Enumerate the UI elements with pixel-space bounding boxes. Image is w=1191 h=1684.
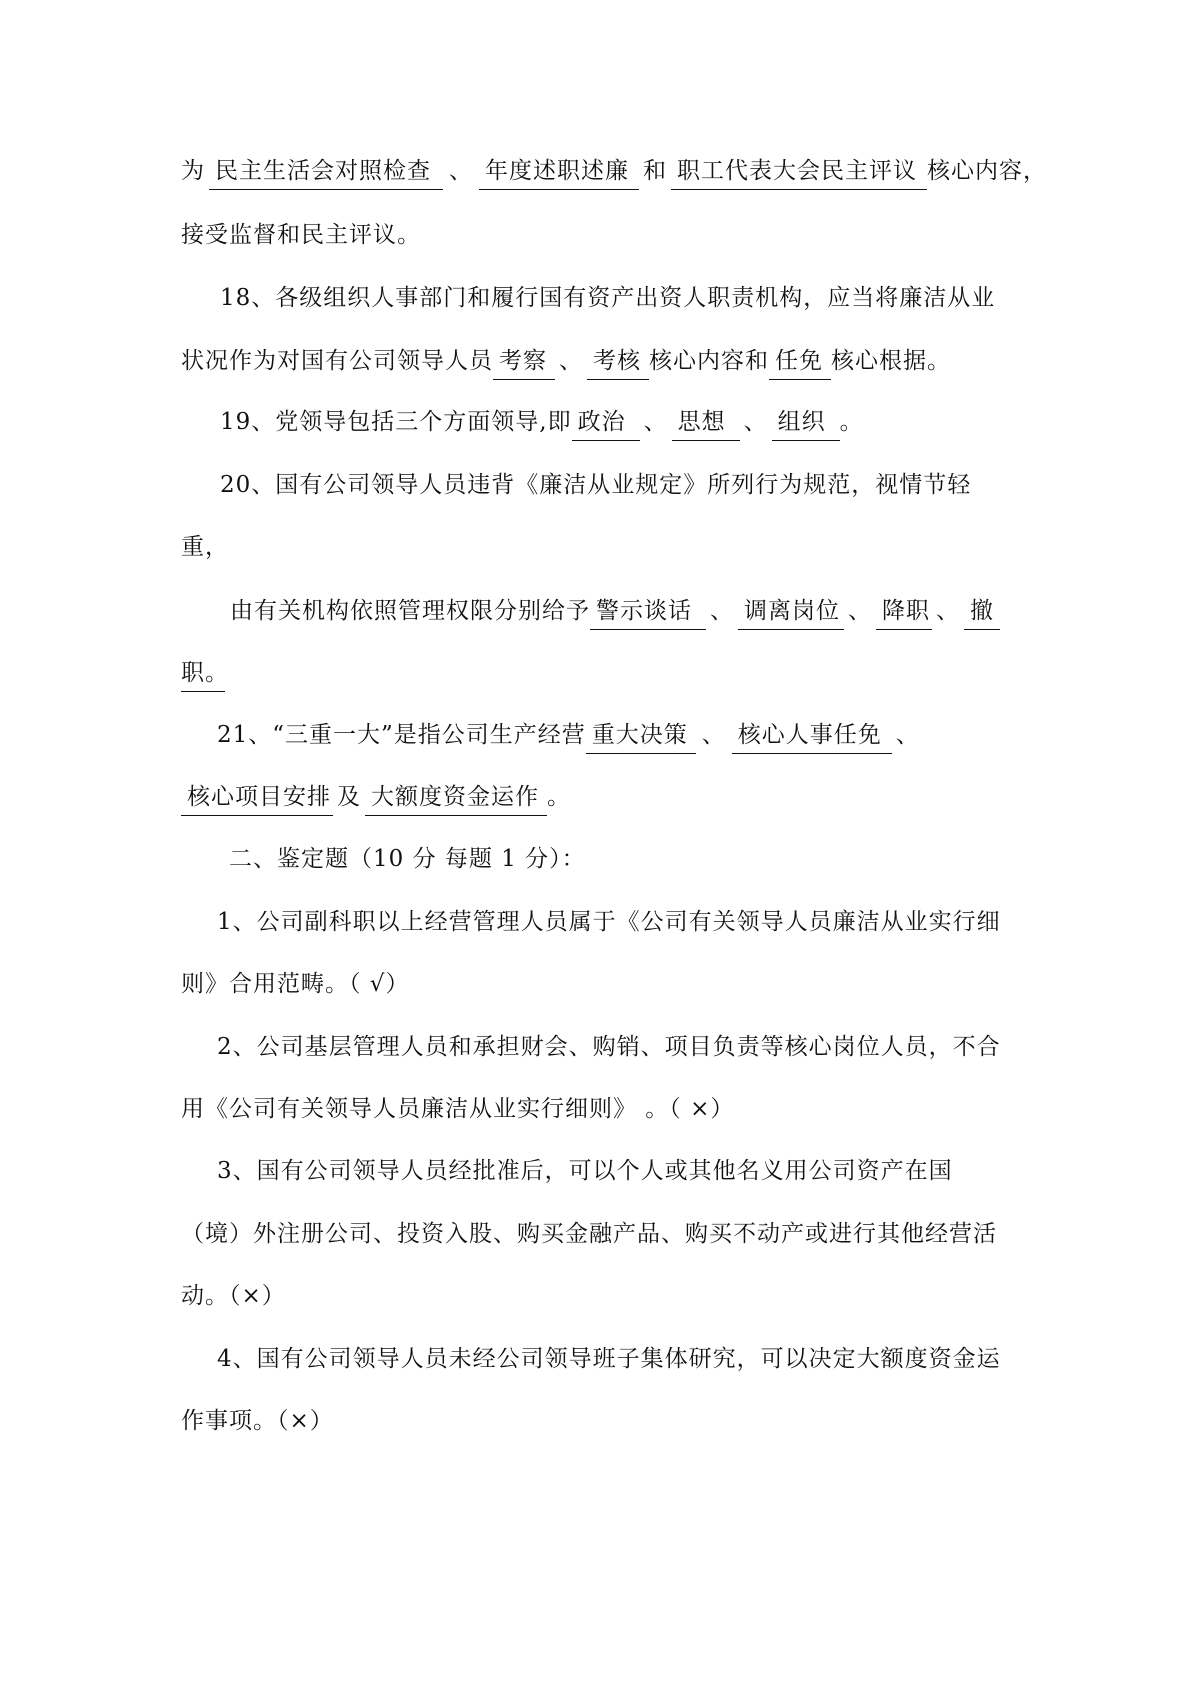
text: 19、党领导包括三个方面领导,即 <box>220 409 572 435</box>
q17-line-2: 接受监督和民主评议。 <box>181 222 421 248</box>
answer-blank: 民主生活会对照检查 <box>209 156 443 190</box>
answer-blank: 撤 <box>964 596 1000 630</box>
q20-line-4 <box>181 656 229 692</box>
tf2-line-1: 2、公司基层管理人员和承担财会、购销、项目负责等核心岗位人员，不合 <box>217 1034 1001 1060</box>
text: 状况作为对国有公司领导人员 <box>181 348 493 374</box>
answer-blank: 重大决策 <box>586 720 696 754</box>
tf3-line-2: （境）外注册公司、投资入股、购买金融产品、购买不动产或进行其他经营活 <box>181 1221 997 1247</box>
q17-line-1 <box>181 154 1047 190</box>
text: 、 <box>643 409 668 435</box>
text: 、 <box>449 158 473 184</box>
tf1-line-2: 则》合用范畴。（ √） <box>181 971 410 997</box>
text: 核心内容和 <box>649 348 769 374</box>
text: 为 <box>181 158 205 184</box>
answer-blank: 考察 <box>493 346 555 380</box>
answer-blank: 调离岗位 <box>738 596 844 630</box>
text: 、 <box>710 598 734 624</box>
q18-line-1: 18、各级组织人事部门和履行国有资产出资人职责机构，应当将廉洁从业 <box>220 285 996 311</box>
text: 、 <box>895 722 920 748</box>
q21-line-2 <box>181 780 571 816</box>
text: 、 <box>701 722 726 748</box>
tf3-line-1: 3、国有公司领导人员经批准后，可以个人或其他名义用公司资产在国 <box>217 1158 953 1184</box>
text: 21、“三重一大”是指公司生产经营 <box>217 722 586 748</box>
answer-blank: 考核 <box>587 346 649 380</box>
tf3-line-3: 动。（×） <box>181 1283 286 1309</box>
tf4-line-1: 4、国有公司领导人员未经公司领导班子集体研究，可以决定大额度资金运 <box>217 1346 1001 1372</box>
answer-blank: 核心人事任免 <box>732 720 892 754</box>
text: 和 <box>643 158 667 184</box>
answer-blank: 年度述职述廉 <box>479 156 639 190</box>
q20-line-3 <box>230 594 1000 630</box>
answer-blank: 思想 <box>672 407 740 441</box>
text: 核心根据。 <box>831 348 951 374</box>
text: 、 <box>743 409 768 435</box>
tf1-line-1: 1、公司副科职以上经营管理人员属于《公司有关领导人员廉洁从业实行细 <box>217 909 1001 935</box>
q19-line <box>220 405 864 441</box>
tf2-line-2: 用《公司有关领导人员廉洁从业实行细则》 。（ ×） <box>181 1096 735 1122</box>
text: 、 <box>559 348 583 374</box>
answer-blank: 职工代表大会民主评议 <box>671 156 927 190</box>
answer-blank: 警示谈话 <box>590 596 706 630</box>
q21-line-1 <box>217 718 920 754</box>
text: 。 <box>839 409 864 435</box>
answer-blank: 政治 <box>572 407 640 441</box>
answer-blank: 组织 <box>772 407 840 441</box>
answer-blank: 降职 <box>876 596 932 630</box>
q20-line-2: 重， <box>181 534 229 560</box>
answer-blank: 核心项目安排 <box>181 782 333 816</box>
answer-blank: 任免 <box>769 346 831 380</box>
text: 。 <box>547 784 571 810</box>
text: 及 <box>337 784 361 810</box>
q18-line-2 <box>181 344 951 380</box>
text: 、 <box>936 598 960 624</box>
tf4-line-2: 作事项。（×） <box>181 1408 334 1434</box>
q20-line-1: 20、国有公司领导人员违背《廉洁从业规定》所列行为规范，视情节轻 <box>220 472 972 498</box>
answer-blank: 大额度资金运作 <box>365 782 547 816</box>
section-2-heading: 二、鉴定题（10 分 每题 1 分）： <box>229 846 586 872</box>
text: 核心内容， <box>927 158 1047 184</box>
text: 、 <box>848 598 872 624</box>
answer-blank: 职。 <box>181 658 225 692</box>
text: 由有关机构依照管理权限分别给予 <box>230 598 590 624</box>
